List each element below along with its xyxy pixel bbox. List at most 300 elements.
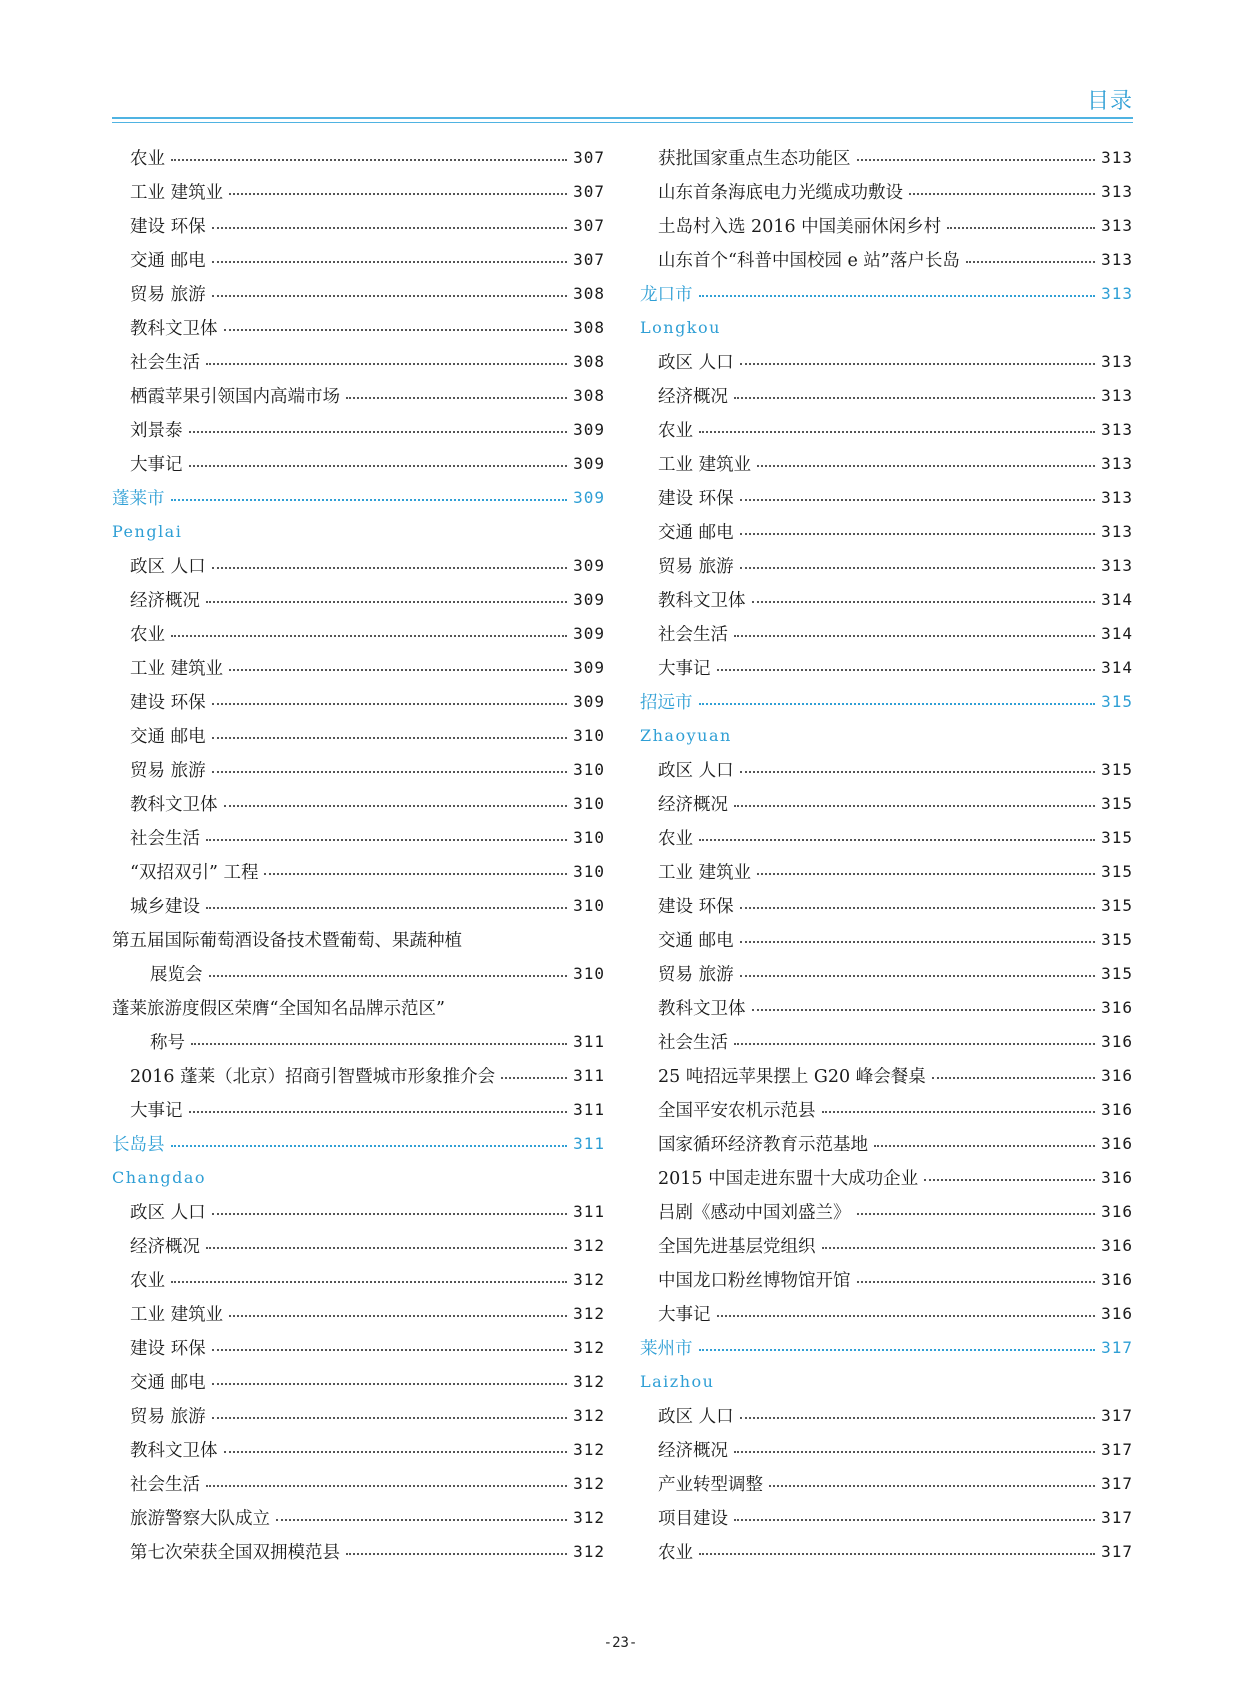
toc-entry-title: 农业 — [658, 1542, 693, 1563]
toc-page-number: 315 — [1101, 827, 1133, 847]
toc-entry[interactable] — [112, 820, 605, 854]
toc-entry[interactable] — [112, 208, 605, 242]
toc-page-number: 312 — [573, 1405, 605, 1425]
toc-page-number: 313 — [1101, 419, 1133, 439]
toc-page-number: 310 — [573, 793, 605, 813]
toc-entry-title: 经济概况 — [658, 386, 728, 407]
dot-leader — [189, 465, 568, 467]
dot-leader — [757, 873, 1095, 875]
toc-section-romanization — [112, 514, 605, 548]
toc-entry-title: 社会生活 — [658, 1032, 728, 1053]
toc-page-number: 316 — [1101, 1235, 1133, 1255]
dot-leader — [191, 1043, 567, 1045]
dot-leader — [857, 159, 1096, 161]
toc-entry-title: 山东首个“科普中国校园 e 站”落户长岛 — [658, 250, 960, 271]
toc-entry-title: 第七次荣获全国双拥模范县 — [130, 1542, 340, 1563]
dot-leader — [224, 805, 568, 807]
toc-entry[interactable] — [112, 582, 605, 616]
toc-page-number: 316 — [1101, 1065, 1133, 1085]
toc-entry[interactable] — [640, 480, 1133, 514]
toc-entry[interactable] — [112, 650, 605, 684]
toc-entry-title: 交通 邮电 — [130, 1372, 206, 1393]
dot-leader — [501, 1077, 567, 1079]
toc-entry[interactable] — [640, 990, 1133, 1024]
dot-leader — [740, 499, 1096, 501]
toc-entry-title: 社会生活 — [130, 828, 200, 849]
toc-left-column — [112, 140, 605, 1568]
toc-page-number: 315 — [1101, 963, 1133, 983]
toc-page-number: 309 — [573, 589, 605, 609]
toc-page-number: 316 — [1101, 1303, 1133, 1323]
dot-leader — [734, 397, 1095, 399]
toc-entry-title: 项目建设 — [658, 1508, 728, 1529]
dot-leader — [171, 635, 567, 637]
toc-page-number: 307 — [573, 215, 605, 235]
dot-leader — [947, 227, 1095, 229]
toc-entry[interactable] — [640, 1296, 1133, 1330]
toc-page-number: 312 — [573, 1439, 605, 1459]
toc-entry[interactable] — [640, 1398, 1133, 1432]
toc-page-number: 316 — [1101, 1269, 1133, 1289]
toc-entry[interactable] — [640, 888, 1133, 922]
toc-entry-title: 经济概况 — [658, 794, 728, 815]
dot-leader — [822, 1247, 1096, 1249]
toc-page-number: 312 — [573, 1371, 605, 1391]
toc-page-number: 308 — [573, 317, 605, 337]
toc-entry[interactable] — [640, 1466, 1133, 1500]
toc-entry[interactable] — [640, 1024, 1133, 1058]
toc-page-number: 312 — [573, 1473, 605, 1493]
dot-leader — [229, 669, 567, 671]
toc-entry-title: 社会生活 — [130, 1474, 200, 1495]
toc-entry[interactable] — [112, 412, 605, 446]
toc-entry-title: 国家循环经济教育示范基地 — [658, 1134, 868, 1155]
toc-entry-title: 土岛村入选 2016 中国美丽休闲乡村 — [658, 216, 942, 237]
toc-entry[interactable] — [112, 888, 605, 922]
toc-page-number: 309 — [573, 623, 605, 643]
toc-entry-title: 教科文卫体 — [130, 794, 218, 815]
toc-entry[interactable] — [112, 786, 605, 820]
toc-entry-title: 交通 邮电 — [130, 250, 206, 271]
toc-section-romanization — [640, 1364, 1133, 1398]
toc-page-number: 317 — [1101, 1439, 1133, 1459]
dot-leader — [909, 193, 1095, 195]
toc-page-number: 313 — [1101, 453, 1133, 473]
toc-entry[interactable] — [640, 514, 1133, 548]
toc-entry[interactable] — [640, 242, 1133, 276]
toc-entry[interactable] — [112, 1194, 605, 1228]
toc-page-number: 307 — [573, 181, 605, 201]
toc-entry-title: Longkou — [640, 317, 721, 337]
toc-page-number: 317 — [1101, 1473, 1133, 1493]
toc-entry-title: 大事记 — [130, 1100, 183, 1121]
toc-entry[interactable] — [640, 1058, 1133, 1092]
toc-entry-title: 贸易 旅游 — [130, 284, 206, 305]
toc-page-number: 317 — [1101, 1541, 1133, 1561]
toc-entry-title: 2015 中国走进东盟十大成功企业 — [658, 1168, 919, 1189]
toc-entry-title: 工业 建筑业 — [130, 658, 224, 679]
toc-page-number: 310 — [573, 759, 605, 779]
toc-page-number: 316 — [1101, 997, 1133, 1017]
dot-leader — [171, 159, 567, 161]
dot-leader — [276, 1519, 567, 1521]
dot-leader — [822, 1111, 1096, 1113]
toc-entry-title: 大事记 — [658, 1304, 711, 1325]
toc-entry[interactable] — [640, 1262, 1133, 1296]
toc-page-number: 312 — [573, 1507, 605, 1527]
toc-entry-continuation[interactable] — [112, 956, 605, 990]
dot-leader — [740, 907, 1096, 909]
dot-leader — [769, 1485, 1095, 1487]
toc-entry-title: 农业 — [130, 148, 165, 169]
toc-page-number: 313 — [1101, 385, 1133, 405]
toc-page-number: 310 — [573, 861, 605, 881]
toc-page-number: 313 — [1101, 487, 1133, 507]
toc-page-number: 309 — [573, 657, 605, 677]
dot-leader — [740, 567, 1096, 569]
toc-entry-title: 贸易 旅游 — [130, 1406, 206, 1427]
toc-entry[interactable] — [112, 616, 605, 650]
toc-page-number: 313 — [1101, 215, 1133, 235]
dot-leader — [740, 1417, 1096, 1419]
toc-entry-title: 第五届国际葡萄酒设备技术暨葡萄、果蔬种植 — [112, 930, 462, 951]
dot-leader — [212, 703, 568, 705]
dot-leader — [740, 975, 1096, 977]
toc-entry[interactable] — [640, 208, 1133, 242]
toc-entry-title: 大事记 — [658, 658, 711, 679]
toc-page-number: 311 — [573, 1031, 605, 1051]
dot-leader — [757, 465, 1095, 467]
toc-page-number: 315 — [1101, 895, 1133, 915]
toc-entry-title: 全国平安农机示范县 — [658, 1100, 816, 1121]
toc-entry-title: 贸易 旅游 — [130, 760, 206, 781]
toc-entry-title: 社会生活 — [130, 352, 200, 373]
toc-entry[interactable] — [640, 548, 1133, 582]
toc-page-number: 309 — [573, 691, 605, 711]
toc-entry[interactable] — [640, 752, 1133, 786]
toc-entry-title: 蓬莱旅游度假区荣膺“全国知名品牌示范区” — [112, 998, 445, 1019]
toc-entry[interactable] — [112, 1432, 605, 1466]
toc-page-number: 317 — [1101, 1507, 1133, 1527]
toc-entry[interactable] — [112, 1296, 605, 1330]
toc-entry-title: 教科文卫体 — [658, 590, 746, 611]
toc-entry[interactable] — [640, 446, 1133, 480]
toc-page-number: 311 — [573, 1099, 605, 1119]
toc-entry[interactable] — [112, 140, 605, 174]
toc-page-number: 310 — [573, 895, 605, 915]
toc-entry[interactable] — [640, 1534, 1133, 1568]
toc-entry[interactable] — [112, 446, 605, 480]
toc-right-column — [640, 140, 1133, 1568]
dot-leader — [346, 1553, 567, 1555]
toc-page-number: 314 — [1101, 657, 1133, 677]
toc-entry-title: 工业 建筑业 — [130, 182, 224, 203]
toc-entry-title: 经济概况 — [130, 1236, 200, 1257]
toc-page-number: 307 — [573, 147, 605, 167]
toc-entry[interactable] — [112, 752, 605, 786]
toc-page-number: 310 — [573, 963, 605, 983]
dot-leader — [740, 363, 1096, 365]
dot-leader — [264, 873, 567, 875]
toc-page-number: 312 — [573, 1235, 605, 1255]
dot-leader — [932, 1077, 1095, 1079]
header-divider — [112, 117, 1133, 123]
dot-leader — [212, 1213, 568, 1215]
toc-entry[interactable] — [640, 786, 1133, 820]
toc-page-number: 311 — [573, 1201, 605, 1221]
toc-entry[interactable] — [112, 1330, 605, 1364]
toc-entry-title: 产业转型调整 — [658, 1474, 763, 1495]
toc-entry[interactable] — [112, 1092, 605, 1126]
dot-leader — [171, 1145, 568, 1147]
dot-leader — [717, 669, 1096, 671]
dot-leader — [224, 1451, 568, 1453]
dot-leader — [189, 1111, 568, 1113]
toc-section-heading[interactable] — [112, 1126, 605, 1160]
dot-leader — [212, 227, 568, 229]
dot-leader — [212, 295, 568, 297]
toc-page-number: 308 — [573, 283, 605, 303]
toc-section-heading[interactable] — [640, 684, 1133, 718]
dot-leader — [752, 601, 1096, 603]
toc-entry-title: 交通 邮电 — [658, 522, 734, 543]
toc-entry[interactable] — [112, 310, 605, 344]
toc-entry-title: 建设 环保 — [130, 692, 206, 713]
dot-leader — [874, 1145, 1095, 1147]
toc-entry-title: “双招双引” 工程 — [130, 862, 259, 883]
toc-entry-title: Penglai — [112, 521, 183, 541]
toc-entry[interactable] — [112, 276, 605, 310]
dot-leader — [206, 363, 567, 365]
toc-entry[interactable] — [640, 1194, 1133, 1228]
toc-entry-title: 政区 人口 — [658, 760, 734, 781]
toc-entry-title: 交通 邮电 — [130, 726, 206, 747]
dot-leader — [212, 771, 568, 773]
toc-page-number: 314 — [1101, 623, 1133, 643]
toc-entry[interactable] — [640, 650, 1133, 684]
dot-leader — [209, 975, 568, 977]
toc-page-number: 309 — [573, 419, 605, 439]
toc-entry-title: 社会生活 — [658, 624, 728, 645]
toc-entry-title: 中国龙口粉丝博物馆开馆 — [658, 1270, 851, 1291]
toc-entry[interactable] — [640, 140, 1133, 174]
toc-entry[interactable] — [112, 1534, 605, 1568]
toc-page-number: 313 — [1101, 249, 1133, 269]
dot-leader — [734, 1519, 1095, 1521]
toc-entry-title: 教科文卫体 — [130, 318, 218, 339]
toc-page-number: 310 — [573, 827, 605, 847]
toc-page-number: 315 — [1101, 691, 1133, 711]
dot-leader — [171, 1281, 567, 1283]
dot-leader — [212, 1349, 568, 1351]
toc-entry[interactable] — [640, 1228, 1133, 1262]
dot-leader — [699, 295, 1096, 297]
toc-entry[interactable] — [112, 1058, 605, 1092]
toc-entry-title: 交通 邮电 — [658, 930, 734, 951]
toc-entry[interactable] — [112, 242, 605, 276]
toc-entry[interactable] — [640, 412, 1133, 446]
toc-entry-title: 政区 人口 — [658, 352, 734, 373]
toc-entry-title: 建设 环保 — [658, 896, 734, 917]
toc-entry[interactable] — [640, 1160, 1133, 1194]
dot-leader — [740, 533, 1096, 535]
toc-entry-title: Changdao — [112, 1167, 207, 1187]
toc-entry[interactable] — [112, 1500, 605, 1534]
dot-leader — [740, 941, 1096, 943]
toc-entry[interactable] — [640, 922, 1133, 956]
toc-entry[interactable] — [112, 378, 605, 412]
toc-entry-title: 建设 环保 — [130, 216, 206, 237]
toc-page-number: 312 — [573, 1337, 605, 1357]
toc-entry-title: 旅游警察大队成立 — [130, 1508, 270, 1529]
toc-page-number: 315 — [1101, 929, 1133, 949]
dot-leader — [699, 703, 1096, 705]
dot-leader — [966, 261, 1095, 263]
toc-page-number: 313 — [1101, 147, 1133, 167]
dot-leader — [206, 839, 567, 841]
toc-entry-title: 展览会 — [150, 964, 203, 985]
dot-leader — [740, 771, 1096, 773]
toc-page-number: 308 — [573, 385, 605, 405]
toc-entry[interactable] — [112, 1364, 605, 1398]
toc-section-heading[interactable] — [112, 480, 605, 514]
toc-entry-title: 获批国家重点生态功能区 — [658, 148, 851, 169]
toc-entry-title: 农业 — [658, 420, 693, 441]
dot-leader — [734, 1043, 1095, 1045]
toc-page-number: 308 — [573, 351, 605, 371]
toc-entry-title: 龙口市 — [640, 284, 693, 305]
toc-entry[interactable] — [112, 684, 605, 718]
toc-entry-title: 建设 环保 — [658, 488, 734, 509]
toc-entry[interactable] — [640, 174, 1133, 208]
toc-entry[interactable] — [640, 854, 1133, 888]
toc-page-number: 316 — [1101, 1201, 1133, 1221]
toc-entry-title: 刘景泰 — [130, 420, 183, 441]
toc-entry[interactable] — [640, 344, 1133, 378]
dot-leader — [857, 1281, 1096, 1283]
toc-page-number: 312 — [573, 1303, 605, 1323]
toc-entry-title: 教科文卫体 — [658, 998, 746, 1019]
toc-page-number: 317 — [1101, 1405, 1133, 1425]
toc-entry[interactable] — [112, 344, 605, 378]
toc-entry-title: 2016 蓬莱（北京）招商引智暨城市形象推介会 — [130, 1066, 496, 1087]
toc-section-heading[interactable] — [640, 1330, 1133, 1364]
toc-page-number: 317 — [1101, 1337, 1133, 1357]
toc-entry-title: 蓬莱市 — [112, 488, 165, 509]
toc-page-number: 313 — [1101, 283, 1133, 303]
toc-entry-title: 政区 人口 — [130, 556, 206, 577]
toc-entry-title: 栖霞苹果引领国内高端市场 — [130, 386, 340, 407]
toc-entry[interactable] — [112, 548, 605, 582]
dot-leader — [229, 1315, 567, 1317]
dot-leader — [206, 1247, 567, 1249]
toc-entry[interactable] — [112, 1466, 605, 1500]
toc-entry-title: 政区 人口 — [130, 1202, 206, 1223]
toc-section-romanization — [640, 718, 1133, 752]
toc-page-number: 311 — [573, 1133, 605, 1153]
toc-entry[interactable] — [640, 1092, 1133, 1126]
toc-page-number: 313 — [1101, 521, 1133, 541]
toc-entry[interactable] — [112, 1262, 605, 1296]
toc-entry-continuation[interactable] — [112, 1024, 605, 1058]
toc-page-number: 312 — [573, 1541, 605, 1561]
dot-leader — [229, 193, 567, 195]
toc-entry-title: 莱州市 — [640, 1338, 693, 1359]
toc-entry[interactable] — [640, 1500, 1133, 1534]
dot-leader — [206, 1485, 567, 1487]
toc-entry-title: 工业 建筑业 — [130, 1304, 224, 1325]
toc-entry[interactable] — [112, 990, 605, 1024]
toc-section-romanization — [112, 1160, 605, 1194]
toc-entry-title: 农业 — [130, 1270, 165, 1291]
toc-page-number: 309 — [573, 487, 605, 507]
toc-entry-title: 吕剧《感动中国刘盛兰》 — [658, 1202, 851, 1223]
dot-leader — [189, 431, 568, 433]
dot-leader — [734, 805, 1095, 807]
toc-page-number: 315 — [1101, 759, 1133, 779]
dot-leader — [734, 635, 1095, 637]
toc-page-number: 316 — [1101, 1031, 1133, 1051]
toc-entry[interactable] — [112, 1228, 605, 1262]
toc-page-number: 315 — [1101, 793, 1133, 813]
toc-entry[interactable] — [640, 378, 1133, 412]
toc-entry-title: 经济概况 — [130, 590, 200, 611]
toc-entry-title: Laizhou — [640, 1371, 715, 1391]
toc-entry-title: 农业 — [658, 828, 693, 849]
toc-entry-title: 建设 环保 — [130, 1338, 206, 1359]
toc-entry-title: 工业 建筑业 — [658, 454, 752, 475]
toc-page-number: 307 — [573, 249, 605, 269]
toc-entry[interactable] — [112, 854, 605, 888]
toc-page-number: 309 — [573, 453, 605, 473]
dot-leader — [171, 499, 568, 501]
dot-leader — [717, 1315, 1096, 1317]
toc-entry-title: 大事记 — [130, 454, 183, 475]
toc-entry[interactable] — [112, 718, 605, 752]
toc-entry-title: 山东首条海底电力光缆成功敷设 — [658, 182, 903, 203]
dot-leader — [699, 1553, 1095, 1555]
toc-section-romanization — [640, 310, 1133, 344]
toc-page-number: 313 — [1101, 351, 1133, 371]
dot-leader — [699, 1349, 1096, 1351]
dot-leader — [212, 261, 568, 263]
dot-leader — [224, 329, 568, 331]
toc-entry-title: 25 吨招远苹果摆上 G20 峰会餐桌 — [658, 1066, 926, 1087]
dot-leader — [206, 907, 567, 909]
page-header-title: 目录 — [1086, 89, 1133, 114]
dot-leader — [346, 397, 567, 399]
toc-entry[interactable] — [640, 820, 1133, 854]
toc-page-number: 315 — [1101, 861, 1133, 881]
toc-entry-title: Zhaoyuan — [640, 725, 732, 745]
toc-entry[interactable] — [112, 1398, 605, 1432]
toc-entry-title: 招远市 — [640, 692, 693, 713]
toc-page-number: 309 — [573, 555, 605, 575]
dot-leader — [212, 737, 568, 739]
toc-entry[interactable] — [640, 582, 1133, 616]
dot-leader — [699, 431, 1095, 433]
toc-entry[interactable] — [112, 922, 605, 956]
page-number: -23- — [603, 1635, 638, 1651]
toc-section-heading[interactable] — [640, 276, 1133, 310]
toc-entry[interactable] — [640, 1432, 1133, 1466]
toc-entry[interactable] — [640, 1126, 1133, 1160]
toc-page-number: 316 — [1101, 1133, 1133, 1153]
toc-entry[interactable] — [640, 956, 1133, 990]
toc-page-number: 313 — [1101, 181, 1133, 201]
toc-entry[interactable] — [640, 616, 1133, 650]
toc-entry[interactable] — [112, 174, 605, 208]
